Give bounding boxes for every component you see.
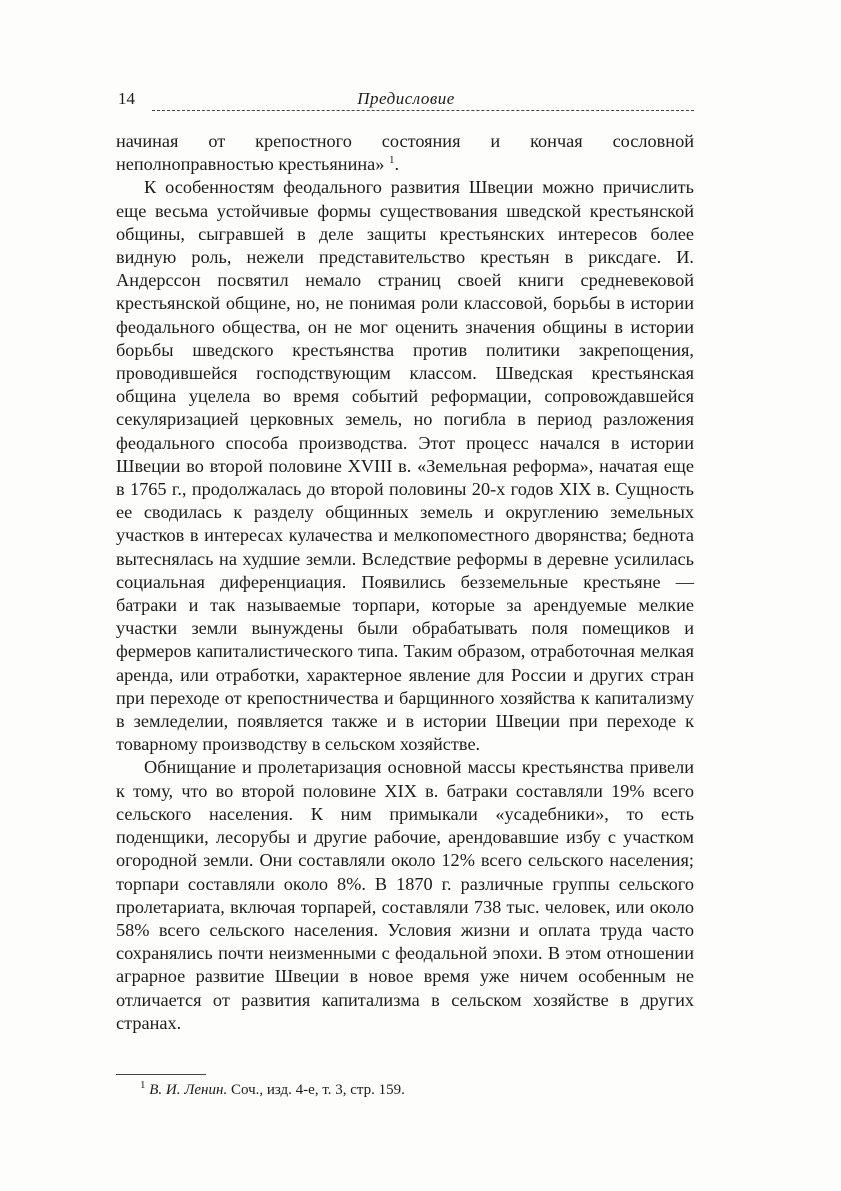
footnote-marker: 1 <box>140 1079 146 1091</box>
footnote <box>140 1080 680 1100</box>
body-text <box>116 130 694 1035</box>
paragraph-1-end: . <box>394 154 400 175</box>
paragraph-1-text: начиная от крепостного состояния и кончая сословной неполноправностью крестьянина» <box>116 131 694 175</box>
running-head: Предисловие <box>357 89 455 108</box>
paragraph-2: К особенностям феодального развития Швеции можно причислить еще весьма устойчивые формы существования шведской крестьянской общины, сыгравшей в деле защиты крестьянских интересов более видную роль, нежели представительство крестьян в риксдаге. И. Андерссон посвятил немало страниц своей книги средневековой крестьянской общине, но, не понимая роли классовой, борьбы в истории феодального общества, он не мог оценить значения общины в истории борьбы шведского крестьянства против политики закрепощения, проводившейся господствующим классом. Шведская крестьянская община уцелела во время событий реформации, сопровождавшейся секуляризацией церковных земель, но погибла в период разложения феодального способа производства. Этот процесс начался в истории Швеции во второй половине XVIII в. «Земельная реформа», начатая еще в 1765 г., продолжалась до второй половины 20-х годов XIX в. Сущность ее сводилась к разделу общинных земель и округлению земельных участков в интересах кулачества и мелкопоместного дворянства; беднота вытеснялась на худшие земли. Вследствие реформы в деревне усилилась социальная диференциация. Появились безземельные крестьяне — батраки и так называемые торпари, которые за арендуемые мелкие участки земли вынуждены были обрабатывать поля помещиков и фермеров капиталистического типа. Таким образом, отработочная мелкая аренда, или отработки, характерное явление для России и других стран при переходе от крепостничества и барщинного хозяйства к капитализму в земледелии, появляется также и в истории Швеции при переходе к товарному производству в сельском хозяйстве. <box>116 177 694 755</box>
page-number: 14 <box>118 89 135 108</box>
footnote-citation: Соч., изд. 4-е, т. 3, стр. 159. <box>227 1082 405 1098</box>
footnote-author: В. И. Ленин. <box>149 1082 228 1098</box>
paragraph-3: Обнищание и пролетаризация основной массы крестьянства привели к тому, что во второй половине XIX в. батраки составляли 19% всего сельского населения. К ним примыкали «усадебники», то есть поденщики, лесорубы и другие рабочие, арендовавшие избу с участком огородной земли. Они составляли около 12% всего сельского населения; торпари составляли около 8%. В 1870 г. различные группы сельского пролетариата, включая торпарей, составляли 738 тыс. человек, или около 58% всего сельского населения. Условия жизни и оплата труда часто сохранялись почти неизменными с феодальной эпохи. В этом отношении аграрное развитие Швеции в новое время уже ничем особенным не отличается от развития капитализма в сельском хозяйстве в других странах. <box>116 757 694 1033</box>
page-header <box>118 88 694 114</box>
footnote-rule <box>116 1074 206 1075</box>
paragraph-1 <box>116 130 694 176</box>
footnote-reference[interactable]: 1 <box>388 154 395 167</box>
header-rule <box>152 110 694 111</box>
